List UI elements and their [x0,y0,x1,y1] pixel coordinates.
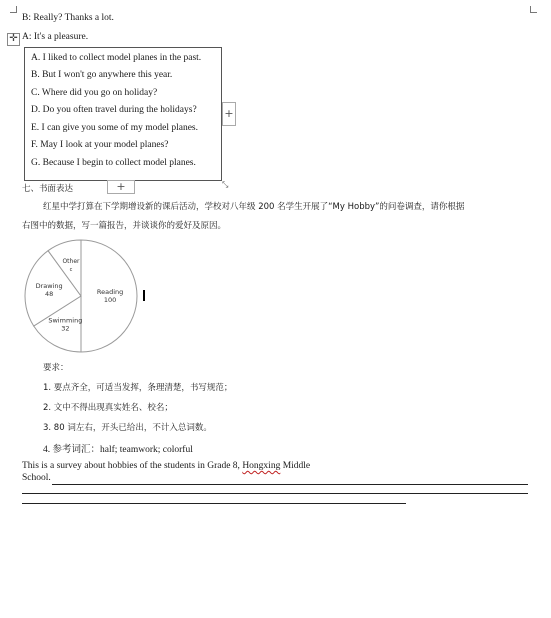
options-text-box[interactable] [24,47,222,181]
answer-suffix: Middle [280,461,311,471]
school-name: Hongxing [242,461,281,471]
pie-label-drawing: Drawing [35,281,63,290]
requirement-item-2: 2. 文中不得出现真实姓名、校名； [43,403,173,413]
prompt-line-2: 右图中的数据，写一篇报告，并谈谈你的爱好及原因。 [22,221,227,231]
pie-value-swimming: 32 [61,324,70,333]
resize-handle-icon[interactable]: ⤡ [222,180,229,189]
pie-label-other: Other [62,258,80,266]
text-cursor [143,290,145,301]
dialogue-line-a: A: It's a pleasure. [22,32,89,42]
option-f: F. May I look at your model planes? [31,140,169,150]
corner-mark-icon [10,6,17,13]
requirement-item-1: 1. 要点齐全，可适当发挥，条理清楚，书写规范； [43,383,233,393]
add-column-plus-icon[interactable]: + [222,102,236,126]
prompt-line-1: 红星中学打算在下学期增设新的课后活动，学校对八年级 200 名学生开展了“My Hobby”的问卷调查，请你根据 [43,202,465,212]
option-c: C. Where did you go on holiday? [31,88,158,98]
section-title: 七、书面表达 [22,184,74,194]
pie-label-reading: Reading [96,288,124,296]
dialogue-line-b: B: Really? Thanks a lot. [22,13,114,23]
answer-line-1 [22,461,310,471]
option-b: B. But I won't go anywhere this year. [31,70,173,80]
answer-blank-line[interactable] [52,484,528,485]
answer-line-2: School. [22,473,51,483]
hobby-pie-chart [20,238,142,354]
answer-blank-line[interactable] [22,503,406,504]
answer-prefix: This is a survey about hobbies of the students in Grade 8, [22,461,243,471]
move-handle-icon[interactable]: ✛ [7,33,20,46]
option-g: G. Because I begin to collect model planes. [31,158,196,168]
requirement-item-4: 4. 参考词汇：half; teamwork; colorful [43,445,193,455]
pie-value-drawing: 48 [44,289,54,298]
option-e: E. I can give you some of my model planes. [31,123,199,133]
add-row-plus-icon[interactable]: + [107,180,135,194]
corner-mark-icon [530,6,537,13]
pie-value-other: c [69,267,73,274]
option-d: D. Do you often travel during the holidays? [31,105,197,115]
pie-label-swimming: Swimming [48,316,83,325]
option-a: A. I liked to collect model planes in the past. [31,53,202,63]
requirements-heading: 要求： [43,363,69,373]
answer-blank-line[interactable] [22,493,528,494]
pie-value-reading: 100 [103,296,117,304]
requirement-item-3: 3. 80 词左右，开头已给出，不计入总词数。 [43,423,212,433]
